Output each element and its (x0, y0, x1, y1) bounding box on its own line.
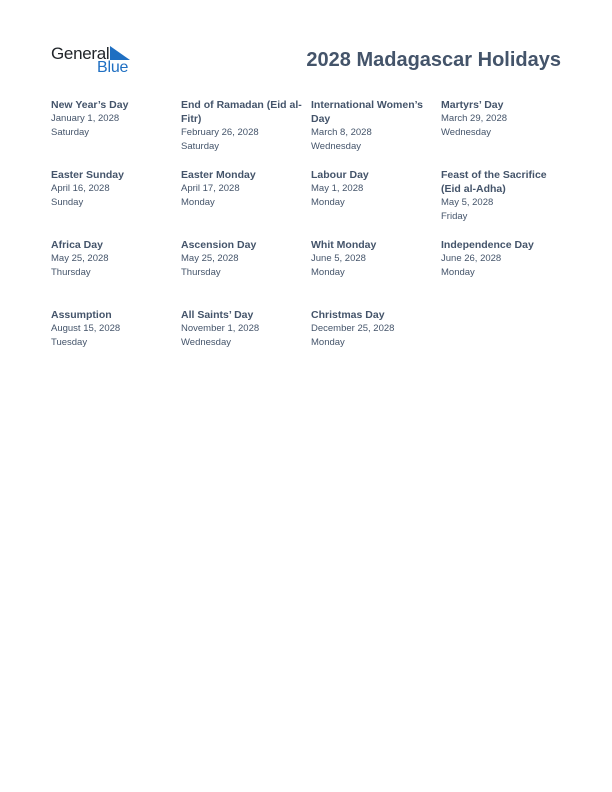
holiday-item (311, 98, 441, 168)
holiday-date: January 1, 2028 (51, 113, 120, 124)
holiday-item (181, 168, 311, 238)
holiday-item (441, 238, 571, 308)
holiday-date: March 8, 2028 (311, 127, 372, 138)
logo-triangle-icon (110, 46, 130, 60)
holiday-date: March 29, 2028 (441, 113, 508, 124)
holiday-name: International Women’s Day (311, 99, 424, 125)
holiday-item (441, 168, 571, 238)
holiday-date: May 5, 2028 (441, 197, 494, 208)
holiday-weekday: Monday (181, 197, 215, 208)
holiday-name: Ascension Day (181, 239, 257, 251)
holiday-weekday: Monday (311, 197, 345, 208)
holiday-date: February 26, 2028 (181, 127, 259, 138)
holiday-weekday: Thursday (181, 267, 221, 278)
holiday-date: June 26, 2028 (441, 253, 502, 264)
holiday-weekday: Wednesday (181, 337, 231, 348)
holiday-date: November 1, 2028 (181, 323, 260, 334)
holiday-weekday: Wednesday (441, 127, 491, 138)
holiday-date: December 25, 2028 (311, 323, 395, 334)
holiday-name: Whit Monday (311, 239, 377, 251)
holiday-name: Independence Day (441, 239, 534, 251)
holiday-name: Labour Day (311, 169, 369, 181)
holiday-item (51, 238, 181, 308)
holiday-name: Easter Monday (181, 169, 256, 181)
holiday-date: August 15, 2028 (51, 323, 121, 334)
holiday-item (51, 168, 181, 238)
holiday-item (441, 98, 571, 168)
generalblue-logo (51, 44, 141, 78)
holiday-name: Africa Day (51, 239, 103, 251)
holiday-weekday: Tuesday (51, 337, 88, 348)
holiday-weekday: Friday (441, 211, 468, 222)
holiday-item (181, 98, 311, 168)
holiday-item (51, 98, 181, 168)
holiday-name: Assumption (51, 309, 112, 321)
holiday-date: April 17, 2028 (181, 183, 240, 194)
holiday-weekday: Wednesday (311, 141, 361, 152)
holiday-item (181, 238, 311, 308)
holiday-weekday: Monday (441, 267, 475, 278)
holiday-item (311, 238, 441, 308)
page-title: 2028 Madagascar Holidays (306, 49, 561, 71)
holiday-name: All Saints’ Day (181, 309, 254, 321)
logo-text-blue: Blue (97, 59, 129, 76)
holiday-date: May 1, 2028 (311, 183, 364, 194)
holiday-weekday: Thursday (51, 267, 91, 278)
holiday-item (311, 308, 441, 378)
holiday-date: May 25, 2028 (181, 253, 239, 264)
holiday-name: Feast of the Sacrifice (Eid al-Adha) (441, 169, 547, 195)
logo-text-general: General (51, 44, 110, 63)
holiday-weekday: Saturday (181, 141, 220, 152)
holiday-date: May 25, 2028 (51, 253, 109, 264)
holiday-item (51, 308, 181, 378)
holiday-weekday: Monday (311, 337, 345, 348)
holiday-weekday: Monday (311, 267, 345, 278)
holiday-name: Martyrs’ Day (441, 99, 504, 111)
holiday-date: April 16, 2028 (51, 183, 110, 194)
holiday-weekday: Sunday (51, 197, 84, 208)
holiday-name: Easter Sunday (51, 169, 124, 181)
holiday-item (311, 168, 441, 238)
holiday-grid (51, 98, 571, 378)
holiday-name: New Year’s Day (51, 99, 129, 111)
holiday-name: End of Ramadan (Eid al-Fitr) (181, 99, 302, 125)
holiday-name: Christmas Day (311, 309, 385, 321)
holiday-item (181, 308, 311, 378)
holiday-weekday: Saturday (51, 127, 90, 138)
holiday-date: June 5, 2028 (311, 253, 366, 264)
